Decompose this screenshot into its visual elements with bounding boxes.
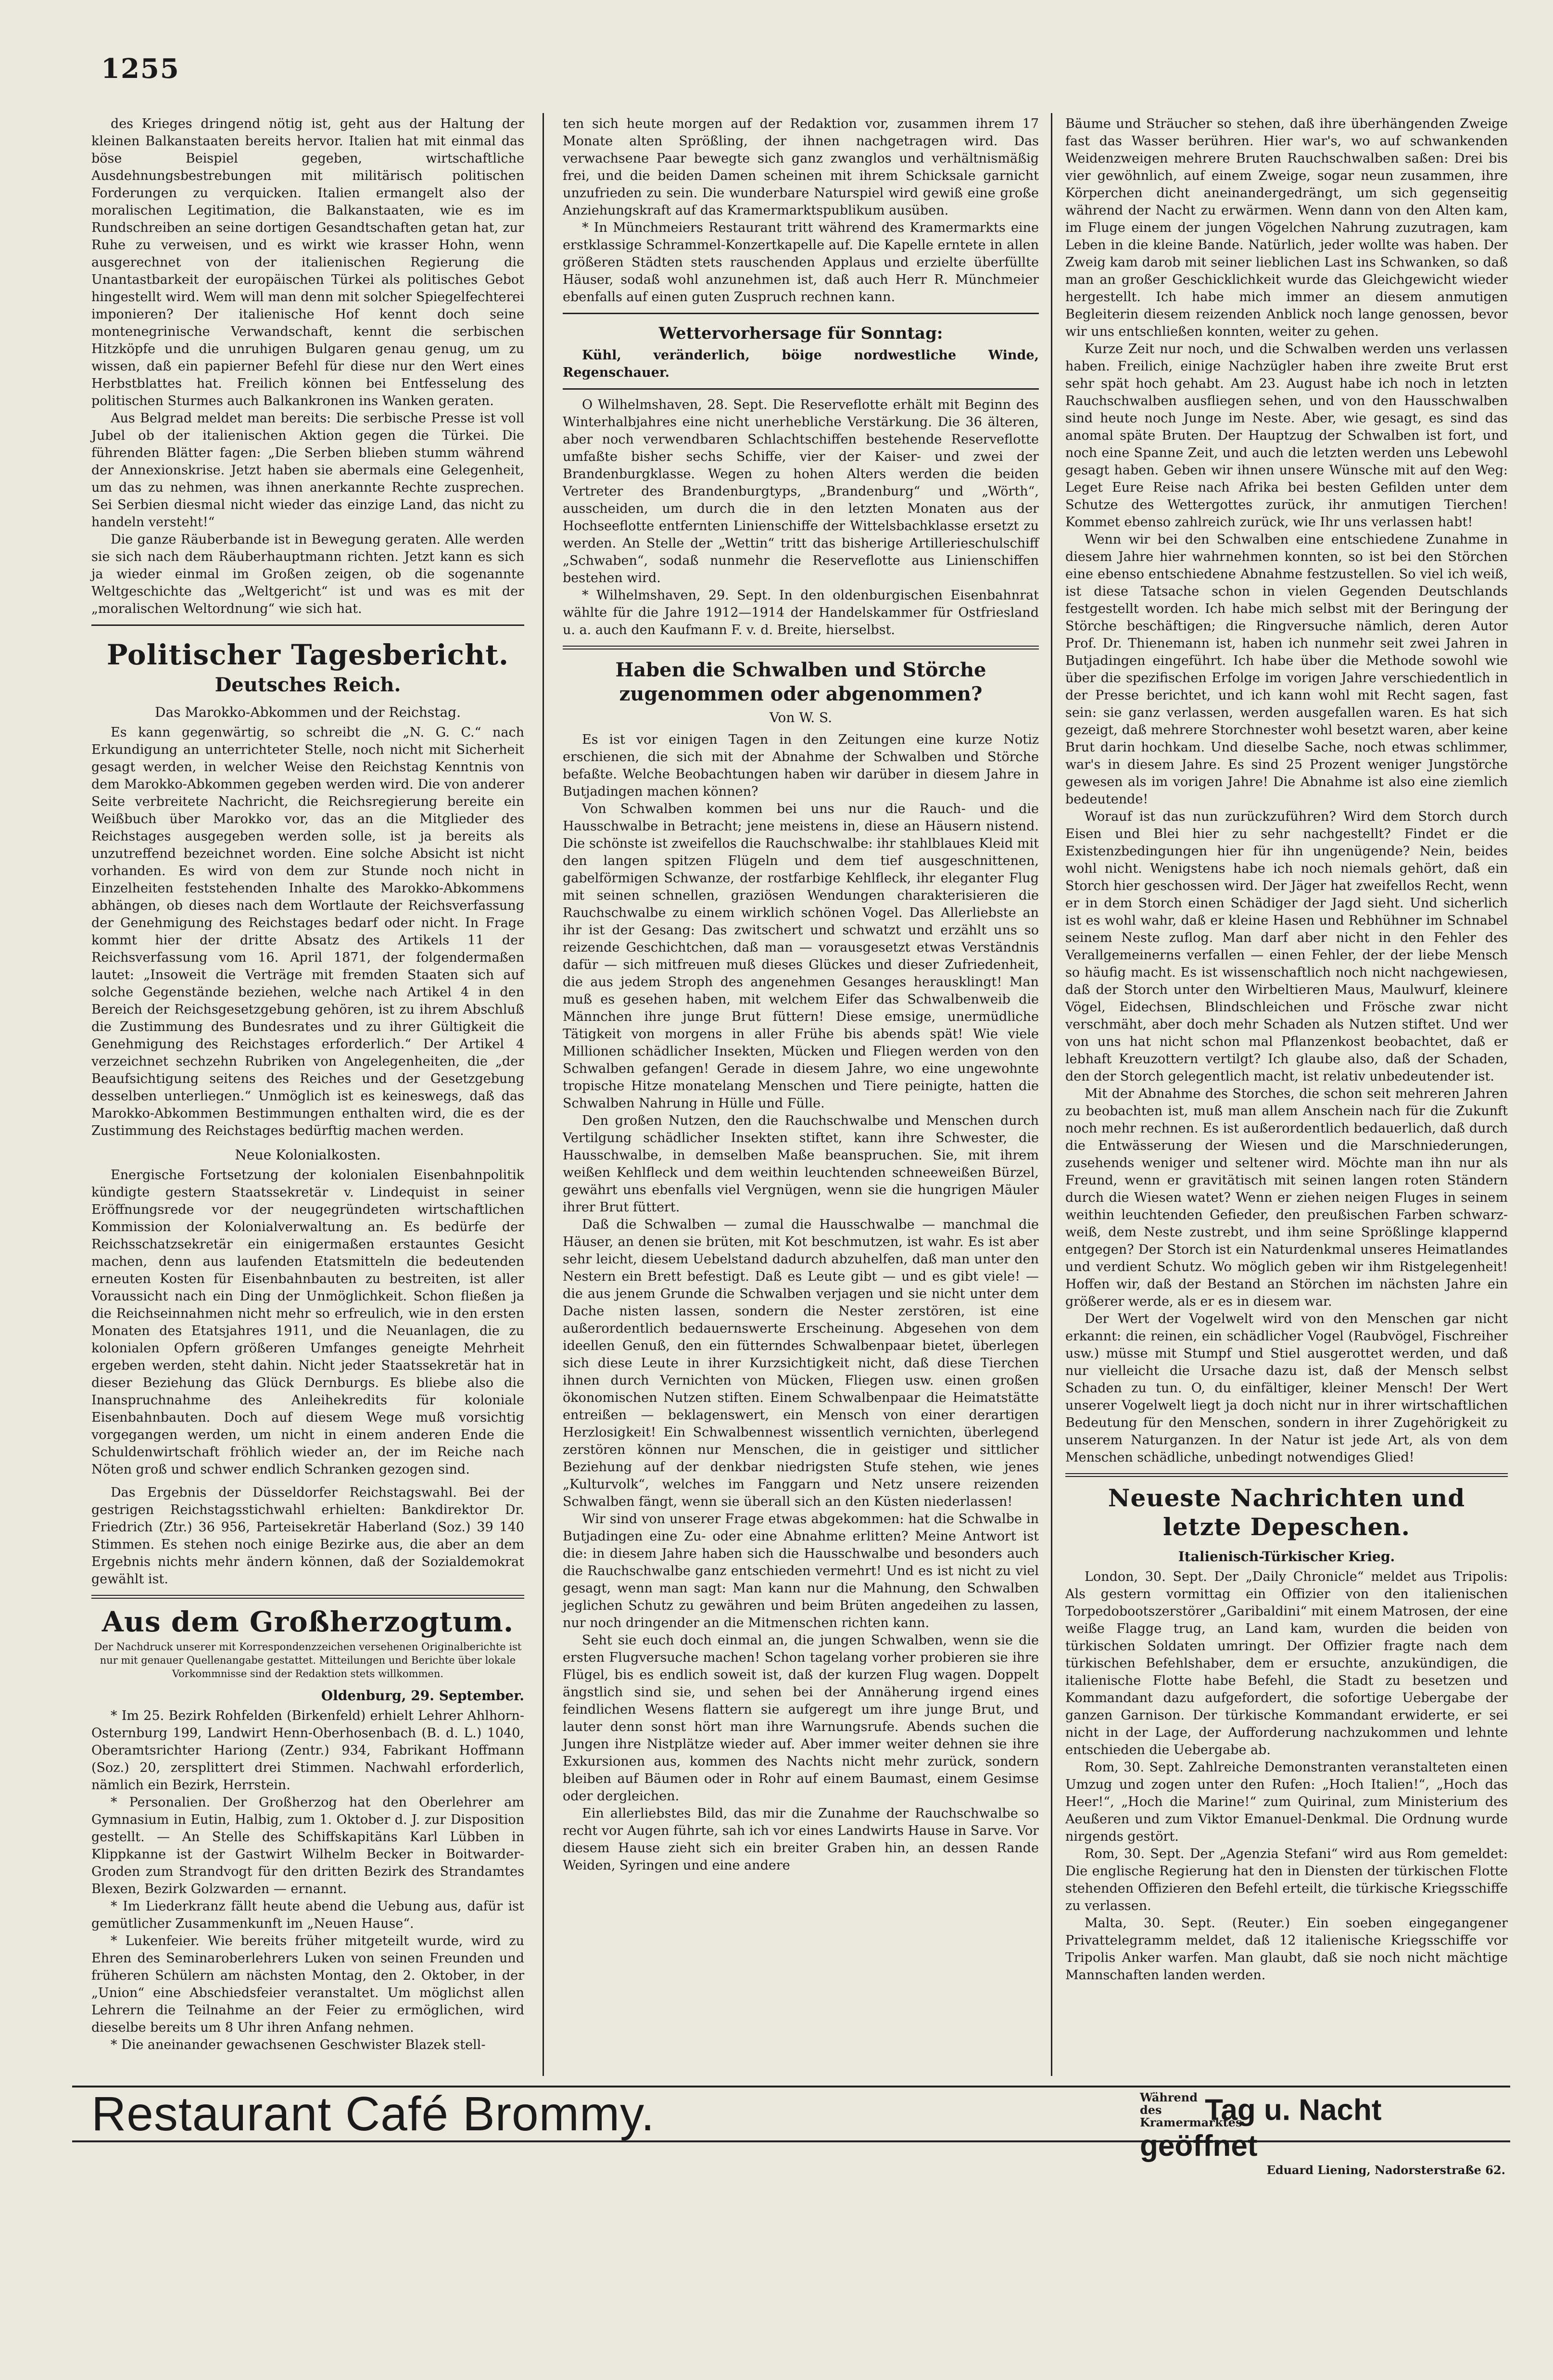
dateline: Oldenburg, 29. September. (321, 1688, 524, 1704)
weather-heading: Wettervorhersage für Sonntag: (658, 324, 943, 343)
paragraph: * Die aneinander gewachsenen Geschwister Blazek stell- (111, 2037, 486, 2052)
advertisement-address: Eduard Liening, Nadorsterstraße 62. (1266, 2163, 1505, 2177)
divider (91, 624, 524, 626)
article-title: Das Marokko-Abkommen und der Reichstag. (155, 704, 461, 720)
article-title: Italienisch-Türkischer Krieg. (1178, 1549, 1395, 1565)
page-number: 1255 (101, 53, 180, 85)
divider (91, 1595, 524, 1599)
paragraph: Wir sind von unserer Frage etwas abgekommen: hat die Schwalbe in Butjadingen eine Zu- oder eine Abnahme erlitten? Meine Antwort ist die: in diesem Jahre haben sich die Hausschwalbe und besonders auch die Rauchschwalbe ganz entschieden vermehrt! Und es ist nicht zu viel gesagt, wenn man sagt: Man kann nur die Mahnung, den Schwalben jeglichen Schutz zu gewähren und beim Brüten angedeihen zu lassen, nur noch dringender an die Mitmenschen richten kann. (563, 1512, 1039, 1630)
paragraph: Es kann gegenwärtig, so schreibt die „N. G. C.“ nach Erkundigung an unterrichteter Stelle, noch nicht mit Sicherheit gesagt werden, in welcher Weise den Reichstag Kenntnis von dem Marokko-Abkommen gegeben werden wird. Die von anderer Seite verbreitete Nachricht, die Reichsregierung bereite ein Weißbuch über Marokko vor, das an die Mitglieder des Reichstages ausgegeben werden solle, ist ja bereits als unzutreffend bezeichnet worden. Eine solche Absicht ist nicht vorhanden. Es wird von dem zur Stunde noch nicht in Einzelheiten feststehenden Inhalte des Marokko-Abkommens abhängen, ob dieses nach dem Wortlaute der Reichsverfassung der Genehmigung des Reichstages bedarf oder nicht. In Frage kommt hier der dritte Absatz des Artikels 11 der Reichsverfassung vom 16. April 1871, der folgendermaßen lautet: „Insoweit die Verträge mit fremden Staaten sich auf solche Gegenstände beziehen, welche nach Artikel 4 in den Bereich der Reichsgesetzgebung gehören, ist zu ihrem Abschluß die Zustimmung des Bundesrates und zu ihrer Gültigkeit die Genehmigung des Reichstages erforderlich.“ Der Artikel 4 verzeichnet sechzehn Rubriken von Angelegenheiten, die „der Beaufsichtigung seitens des Reiches und der Gesetzgebung desselben unterliegen.“ Unmöglich ist es keineswegs, daß das Marokko-Abkommen Bestimmungen enthalten wird, die es der Zustimmung des Reichstages bedürftig machen werden. (91, 725, 524, 1138)
paragraph: Kurze Zeit nur noch, und die Schwalben werden uns verlassen haben. Freilich, einige Nachzügler haben ihre zweite Brut erst sehr spät hoch gehabt. Am 23. August habe ich noch in letzten Rauchschwalben ausfliegen sehen, und von den Hausschwalben sind heute noch Junge im Neste. Aber, wie gesagt, es sind das anomal späte Bruten. Der Hauptzug der Schwalben ist fort, und noch eine Spanne Zeit, und auch die letzten werden uns Lebewohl gesagt haben. Geben wir ihnen unsere Wünsche mit auf den Weg: Leget Eure Reise nach Afrika bei besten Gefilden unter dem Schutze des Wettergottes zurück, ihr anmutigen Tierchen! Kommet ebenso zahlreich zurück, wie Ihr uns verlassen habt! (1065, 342, 1508, 530)
paragraph: des Krieges dringend nötig ist, geht aus der Haltung der kleinen Balkanstaaten bereits hervor. Italien hat mit einmal das böse Beispiel gegeben, wirtschaftliche Ausdehnungsbestrebungen mit militärisch politischen Forderungen zu verquicken. Italien ermangelt also der moralischen Legitimation, die Balkanstaaten, wie es im Rundschreiben an seine dortigen Gesandtschaften getan hat, zur Ruhe zu verweisen, und es wirkt wie krasser Hohn, wenn ausgerechnet von der italienischen Regierung die Unantastbarkeit der europäischen Türkei als politisches Gebot hingestellt wird. Wem will man denn mit solcher Spiegelfechterei imponieren? Der italienische Hof kennt doch seine montenegrinische Verwandschaft, kennt die serbischen Hitzköpfe und die unruhigen Bulgaren genau genug, um zu wissen, daß ein papierner Befehl für diese nur den Wert eines Herbstblattes hat. Freilich können bei Entfesselung des politischen Sturmes auch Balkankronen ins Wanken geraten. (91, 116, 524, 408)
paragraph: Ein allerliebstes Bild, das mir die Zunahme der Rauchschwalbe so recht vor Augen führte, sah ich vor eines Landwirts Hause in Sarve. Vor diesem Hause zieht sich ein breiter Graben hin, an dessen Rande Weiden, Syringen und eine andere (563, 1806, 1039, 1873)
paragraph: O Wilhelmshaven, 28. Sept. Die Reserveflotte erhält mit Beginn des Winterhalbjahres eine nicht unerhebliche Verstärkung. Die 36 älteren, aber noch verwendbaren Schlachtschiffen bestehende Reserveflotte umfaßte bisher sechs Schiffe, vier der Kaiser- und zwei der Brandenburgklasse. Wegen zu hohen Alters werden die beiden Vertreter des Brandenburgtyps, „Brandenburg“ und „Wörth“, ausscheiden, um durch die in den letzten Monaten aus der Hochseeflotte entfernten Linienschiffe der Wittelsbachklasse ersetzt zu werden. An Stelle der „Wettin“ tritt das bisherige Artillerieschulschiff „Schwaben“, sodaß nunmehr die Reserveflotte aus Linienschiffen bestehen wird. (563, 397, 1039, 585)
column-2 (563, 115, 1039, 1874)
paragraph: Malta, 30. Sept. (Reuter.) Ein soeben eingegangener Privattelegramm meldet, daß 12 italienische Kriegsschiffe vor Tripolis Anker warfen. Man glaubt, daß sie noch nicht mächtige Mannschaften landen werden. (1065, 1916, 1508, 1983)
paragraph: * Personalien. Der Großherzog hat den Oberlehrer am Gymnasium in Eutin, Halbig, zum 1. Oktober d. J. zur Disposition gestellt. — An Stelle des Schiffskapitäns Karl Lübben in Klippkanne ist der Gastwirt Wilhelm Becker in Boitwarder-Groden zum Strandvogt für den dritten Bezirk des Strandamtes Blexen, Bezirk Golzwarden — ernannt. (91, 1795, 524, 1896)
paragraph: Wenn wir bei den Schwalben eine entschiedene Zunahme in diesem Jahre hier wahrnehmen konnten, so ist bei den Störchen eine ebenso entschiedene Abnahme festzustellen. So viel ich weiß, ist diese Tatsache schon in vielen Gegenden Deutschlands festgestellt worden. Ich habe mich selbst mit der Beringung der Störche beschäftigen; die Ringversuche nämlich, deren Autor Prof. Dr. Thienemann ist, haben ich nunmehr seit zwei Jahren in Butjadingen eingeführt. Ich habe über die Methode sowohl wie über die spezifischen Erfolge im vorigen Jahre verschiedentlich in der Presse berichtet, und ich kann wohl mit Recht sagen, fast sein: sie ganz verlassen, werden ausgefallen waren. Es hat sich gezeigt, daß mehrere Storchnester wohl besetzt waren, aber keine Brut darin hochkam. Und dieselbe Sache, noch etwas schlimmer, war's in diesem Jahre. Es sind 25 Prozent weniger Jungstörche gewesen als im vorigen Jahre! Die Abnahme ist also eine ziemlich bedeutende! (1065, 532, 1508, 807)
paragraph: * Im Liederkranz fällt heute abend die Uebung aus, dafür ist gemütlicher Zusammenkunft im „Neuen Hause“. (91, 1899, 524, 1931)
paragraph: Rom, 30. Sept. Der „Agenzia Stefani“ wird aus Rom gemeldet: Die englische Regierung hat den in Diensten der türkischen Flotte stehenden Offizieren den Befehl erteilt, die türkische Kriegsschiffe zu verlassen. (1065, 1846, 1508, 1913)
paragraph: Den großen Nutzen, den die Rauchschwalbe und Menschen durch Vertilgung schädlicher Insekten stiftet, kann ihre Schwester, die Hausschwalbe, in demselben Maße beanspruchen. Sie, mit ihrem weißen Kehlfleck und dem weithin leuchtenden schneeweißen Bürzel, gewährt uns ebenfalls viel Vergnügen, wenn sie die hungrigen Mäuler ihrer Brut füttert. (563, 1113, 1039, 1215)
section-subheading-germany: Deutsches Reich. (215, 674, 401, 696)
advertisement-note: Während des Kramermarktes (1140, 2090, 1242, 2129)
paragraph: * Wilhelmshaven, 29. Sept. In den oldenburgischen Eisenbahnrat wählte für die Jahre 1912—1914 der Handelskammer für Ostfriesland u. a. auch den Kaufmann F. v. d. Breite, hierselbst. (563, 588, 1039, 637)
divider (563, 313, 1039, 314)
paragraph: Das Ergebnis der Düsseldorfer Reichstagswahl. Bei der gestrigen Reichstagsstichwahl erhielten: Bankdirektor Dr. Friedrich (Ztr.) 36 956, Parteisekretär Haberland (Soz.) 39 140 Stimmen. Es stehen noch einige Bezirke aus, die aber an dem Ergebnis nichts mehr ändern können, daß der Sozialdemokrat gewählt ist. (91, 1485, 524, 1587)
section-heading-grand-duchy: Aus dem Großherzogtum. (101, 1605, 514, 1638)
paragraph: Die ganze Räuberbande ist in Bewegung geraten. Alle werden sie sich nach dem Räuberhauptmann richten. Jetzt kann es sich ja wieder einmal im Großen zeigen, ob die sogenannte Weltgeschichte das „Weltgericht“ ist und was es mit der „moralischen Weltordnung“ wie sich hat. (91, 532, 524, 616)
advertisement-name: Restaurant Café Brommy. (91, 2087, 655, 2141)
paragraph: Rom, 30. Sept. Zahlreiche Demonstranten veranstalteten einen Umzug und zogen unter den Rufen: „Hoch Italien!“, „Hoch das Heer!“, „Hoch die Marine!“ zum Quirinal, zum Ministerium des Aeußeren und zum Viktor Emanuel-Denkmal. Die Ordnung wurde nirgends gestört. (1065, 1760, 1508, 1844)
column-1 (91, 115, 524, 2054)
article-heading-storks: Haben die Schwalben und Störche zugenommen oder abgenommen? (615, 659, 986, 705)
column-rule-right (1051, 113, 1052, 2076)
section-heading-political: Politischer Tagesbericht. (106, 638, 509, 671)
paragraph: London, 30. Sept. Der „Daily Chronicle“ meldet aus Tripolis: Als gestern vormittag ein Offizier von den italienischen Torpedobootszerstörer „Garibaldini“ mit einem Matrosen, der eine weiße Flagge trug, an Land kam, wurden die beiden von türkischen Soldaten umringt. Der Offizier fragte nach dem türkischen Befehlshaber, dem er ersuchte, anzukündigen, die italienische Flotte habe Befehl, die Stadt zu besetzen und Kommandant dazu aufgefordert, die sofortige Uebergabe der ganzen Garnison. Der türkische Kommandant erwiderte, er sei nicht in der Lage, der Aufforderung nachzukommen und lehnte entschieden die Uebergabe ab. (1065, 1569, 1508, 1757)
paragraph: * Lukenfeier. Wie bereits früher mitgeteilt wurde, wird zu Ehren des Seminaroberlehrers Luken von seinen Freunden und früheren Schülern am nächsten Montag, den 2. Oktober, in der „Union“ eine Abschiedsfeier veranstaltet. Um möglichst allen Lehrern die Teilnahme an der Feier zu ermöglichen, wird dieselbe bereits um 8 Uhr ihren Anfang nehmen. (91, 1934, 524, 2035)
paragraph: Daß die Schwalben — zumal die Hausschwalbe — manchmal die Häuser, an denen sie brüten, mit Kot beschmutzen, ist wahr. Es ist aber sehr leicht, diesem Uebelstand dadurch abzuhelfen, daß man unter den Nestern ein Brett befestigt. Daß es Leute gibt — und es gibt viele! — die aus jenem Grunde die Schwalben verjagen und sie nicht unter dem Dache nisten lassen, sondern die Nester zerstören, ist eine außerordentlich bedauernswerte Erscheinung. Abgesehen von dem ideellen Genuß, den ein fütterndes Schwalbenpaar bietet, überlegen sich diese Leute in ihrer Kurzsichtigkeit nicht, daß diese Tierchen ihnen durch Vernichten von Mücken, Fliegen usw. einen großen ökonomischen Nutzen stiften. Einem Schwalbenpaar die Heimatstätte entreißen — beklagenswert, ein Mensch von einer derartigen Herzlosigkeit! Ein Schwalbennest wissentlich vernichten, überlegend zerstören können nur Menschen, die in geistiger und sittlicher Beziehung auf der denkbar niedrigsten Stufe stehen, wie jenes „Kulturvolk“, welches im Fanggarn und Netz unsere reizenden Schwalben fängt, wenn sie überall sich an den Küsten niederlassen! (563, 1217, 1039, 1509)
paragraph: ten sich heute morgen auf der Redaktion vor, zusammen ihrem 17 Monate alten Sprößling, der ihnen nachgetragen wird. Das verwachsene Paar bewegte sich ganz zwanglos und verhältnismäßig frei, und die beiden Damen scheinen mit ihrem Schicksale garnicht unzufrieden zu sein. Die wunderbare Naturspiel wird gewiß eine große Anziehungskraft auf das Kramermarktspublikum ausüben. (563, 116, 1039, 218)
paragraph: Mit der Abnahme des Storches, die schon seit mehreren Jahren zu beobachten ist, muß man allem Anschein nach für die Zukunft noch mehr rechnen. Es ist außerordentlich bedauerlich, daß durch die Entwässerung der Wiesen und die Marschniederungen, zusehends weniger und seltener wird. Möchte man ihn nur als Freund, wenn er gravitätisch mit seinen langen roten Ständern durch die Wiesen watet? Wenn er ziehen neigen Fluges in seinem weithin leuchtenden Gefieder, den preußischen Farben schwarz-weiß, dem Neste zustrebt, und ihm seine Sprößlinge klappernd entgegen? Der Storch ist ein Naturdenkmal unseres Heimatlandes und verdient Schutz. Wo möglich geben wir ihm Ristgelegenheit! Hoffen wir, daß der Bestand an Störchen im nächsten Jahre ein größerer werde, als er es in diesem war. (1065, 1086, 1508, 1309)
paragraph: Bäume und Sträucher so stehen, daß ihre überhängenden Zweige fast das Wasser berühren. Hier war's, wo auf schwankenden Weidenzweigen mehrere Bruten Rauchschwalben saßen: Drei bis vier gewöhnlich, auf einem Zweige, sogar neun zusammen, ihre Körperchen dicht aneinandergedrängt, um sich gegenseitig während der Nacht zu erwärmen. Wenn dann von den Alten kam, im Fluge einem der jungen Vögelchen Nahrung zuzutragen, kam Leben in die kleine Bande. Natürlich, jeder wollte was haben. Der Zweig kam darob mit seiner lieblichen Last ins Schwanken, so daß man an großer Geschicklichkeit wurde das Gleichgewicht wieder hergestellt. Ich habe mich immer an diesem anmutigen Begleiterin diesem reizenden Anblick noch lange genossen, bevor wir uns entschließen konnten, weiter zu gehen. (1065, 116, 1508, 339)
divider (1065, 1473, 1508, 1477)
advertisement-hours: Tag u. Nacht geöffnet (1140, 2093, 1382, 2163)
paragraph: Seht sie euch doch einmal an, die jungen Schwalben, wenn sie die ersten Flugversuche machen! Schon tagelang vorher probieren sie ihre Flügel, bis es endlich soweit ist, daß der kurzen Flug wagen. Doppelt ängstlich sind sie, und sehen bei der Annäherung irgend eines feindlichen Wesens flattern sie aufgeregt um ihre junge Brut, und lauter denn sonst hört man ihre Warnungsrufe. Abends suchen die Jungen ihre Nistplätze wieder auf. Aber immer weiter dehnen sie ihre Exkursionen aus, kommen des Nachts nicht mehr zurück, sondern bleiben auf Bäumen oder in Rohr auf einem Baumast, einem Gesimse oder dergleichen. (563, 1633, 1039, 1804)
divider (563, 388, 1039, 390)
weather-forecast: Kühl, veränderlich, böige nordwestliche Winde, Regenschauer. (563, 348, 1039, 380)
paragraph: Von Schwalben kommen bei uns nur die Rauch- und die Hausschwalbe in Betracht; jene meistens in, diese an Häusern nistend. Die schönste ist zweifellos die Rauchschwalbe: ihr stahlblaues Kleid mit den langen spitzen Flügeln und dem tief ausgeschnittenen, gabelförmigen Schwanze, der rostfarbige Kehlfleck, ihr eleganter Flug mit seinen schnellen, graziösen Wendungen charakterisieren die Rauchschwalbe zu einem wirklich schönen Vogel. Das Allerliebste an ihr ist der Gesang: Das zwitschert und schwatzt und erzählt uns so reizende Geschichtchen, daß man — vorausgesetzt etwas Verständnis dafür — sich mitfreuen muß dieses Glückes und dieser Zufriedenheit, die aus jedem Stroph des angenehmen Gesanges herausklingt! Man muß es gesehen haben, mit welchem Eifer das Schwalbenweib die Männchen ihre junge Brut füttern! Diese emsige, unermüdliche Tätigkeit von morgens in aller Frühe bis abends spät! Wie viele Millionen schädlicher Insekten, Mücken und Fliegen werden von den Schwalben gefangen! Gerade in diesem Jahre, wo eine ungewohnte tropische Hitze monatelang Menschen und Tiere peinigte, hatten die Schwalben Nahrung in Hülle und Fülle. (563, 802, 1039, 1111)
paragraph: Energische Fortsetzung der kolonialen Eisenbahnpolitik kündigte gestern Staatssekretär v. Lindequist in seiner Eröffnungsrede vor der neugegründeten wirtschaftlichen Kommission der Kolonialverwaltung an. Es bedürfe der Reichsschatzsekretär ein einigermaßen erstauntes Gesicht machen, denn aus laufenden Etatsmitteln die bedeutenden erneuten Kosten für Eisenbahnbauten zu bestreiten, ist aller Voraussicht nach ein Ding der Unmöglichkeit. Schon fließen ja die Reichseinnahmen nicht mehr so erfreulich, wie in den ersten Monaten des Etatsjahres 1911, und die Neuanlagen, die zu kolonialen Opfern größeren Umfanges geneigte Mehrheit ergeben werden, steht dahin. Nicht jeder Staatssekretär hat in dieser Beziehung das Glück Dernburgs. Es bliebe also die Inanspruchnahme des Anleihekredits für koloniale Eisenbahnbauten. Doch auf diesem Wege muß vorsichtig vorgegangen werden, um nicht in einem anderen Ende die Schuldenwirtschaft fröhlich wieder an, der im Reiche nach Nöten groß und schwer endlich Schranken gezogen sind. (91, 1168, 524, 1477)
section-heading-news: Neueste Nachrichten und letzte Depeschen. (1108, 1484, 1465, 1541)
paragraph: Aus Belgrad meldet man bereits: Die serbische Presse ist voll Jubel ob der italienischen Aktion gegen die Türkei. Die führenden Blätter fagen: „Die Serben blieben stumm während der Annexionskrise. Jetzt haben sie abermals eine Gelegenheit, um das zu nehmen, was ihnen anerkannte Rechte zusprechen. Sei Serbien diesmal nicht wieder das einzige Land, das nicht zu handeln versteht!“ (91, 411, 524, 530)
article-title: Neue Kolonialkosten. (235, 1147, 381, 1163)
paragraph: Worauf ist das nun zurückzuführen? Wird dem Storch durch Eisen und Blei hier zu sehr nachgestellt? Findet er die Existenzbedingungen hier für ihn ungenügende? Nein, beides wohl nicht. Wenigstens habe ich noch niemals gehört, daß ein Storch hier geschossen wird. Der Jäger hat zweifellos Recht, wenn er in dem Storch einen Schädiger der Jagd sieht. Und sicherlich ist es wohl wahr, daß er kleine Hasen und Rebhühner im Schnabel seinem Neste zuflog. Man darf aber nicht in den Fehler des Verallgemeinerns verfallen — einen Fehler, der der liebe Mensch so häufig macht. Es ist wissenschaftlich noch nicht nachgewiesen, daß der Storch unter den Wirbeltieren Maus, Maulwurf, kleinere Vögel, Eidechsen, Blindschleichen und Frösche zwar nicht verschmäht, aber doch mehr Schaden als Nutzen stiftet. Und wer von uns hat nicht schon mal Pflanzenkost beobachtet, daß er lebhaft Kreuzottern vertilgt? Ich glaube also, daß der Schaden, den der Storch gelegentlich macht, ist relativ unbedeutender ist. (1065, 809, 1508, 1084)
divider (563, 646, 1039, 649)
paragraph: * In Münchmeiers Restaurant tritt während des Kramermarkts eine erstklassige Schrammel-Konzertkapelle auf. Die Kapelle erntete in allen größeren Städten stets rauschenden Applaus und erzielte überfüllte Häuser, sodaß wohl anzunehmen ist, daß auch Herr R. Münchmeier ebenfalls auf einen guten Zuspruch rechnen kann. (563, 220, 1039, 305)
advertisement-details (1140, 2091, 1505, 2177)
reprint-note: Der Nachdruck unserer mit Korrespondenzzeichen versehenen Originalberichte ist nur mit genauer Quellenangabe gestattet. Mitteilungen und Berichte über lokale Vorkommnisse sind der Redaktion stets willkommen. (94, 1641, 522, 1680)
column-3 (1065, 115, 1508, 1984)
paragraph: * Im 25. Bezirk Rohfelden (Birkenfeld) erhielt Lehrer Ahlhorn-Osternburg 199, Landwirt Henn-Oberhosenbach (B. d. L.) 1040, Oberamtsrichter Hariong (Zentr.) 934, Fabrikant Hoffmann (Soz.) 20, zersplittert drei Stimmen. Nachwahl erforderlich, nämlich ein Bezirk, Herrstein. (91, 1708, 524, 1793)
paragraph: Der Wert der Vogelwelt wird von den Menschen gar nicht erkannt: die reinen, ein schädlicher Vogel (Raubvögel, Fischreiher usw.) müsse mit Stumpf und Stiel ausgerottet werden, und daß nur vielleicht die Ursache dazu ist, daß der Mensch selbst Schaden zu tun. O, du einfältiger, kleiner Mensch! Der Wert unserer Vogelwelt liegt ja doch nicht nur in ihrer wirtschaftlichen Bedeutung für den Menschen, sondern in ihrer Zugehörigkeit zu unserem Naturganzen. In der Natur ist jede Art, als von dem Menschen schädliche, unbedingt notwendiges Glied! (1065, 1311, 1508, 1465)
byline: Von W. S. (769, 710, 833, 725)
advertisement-banner (72, 2086, 1510, 2177)
paragraph: Es ist vor einigen Tagen in den Zeitungen eine kurze Notiz erschienen, die sich mit der Abnahme der Schwalben und Störche befaßte. Welche Beobachtungen haben wir darüber in diesem Jahre in Butjadingen machen können? (563, 732, 1039, 799)
column-rule-left (543, 113, 544, 2076)
